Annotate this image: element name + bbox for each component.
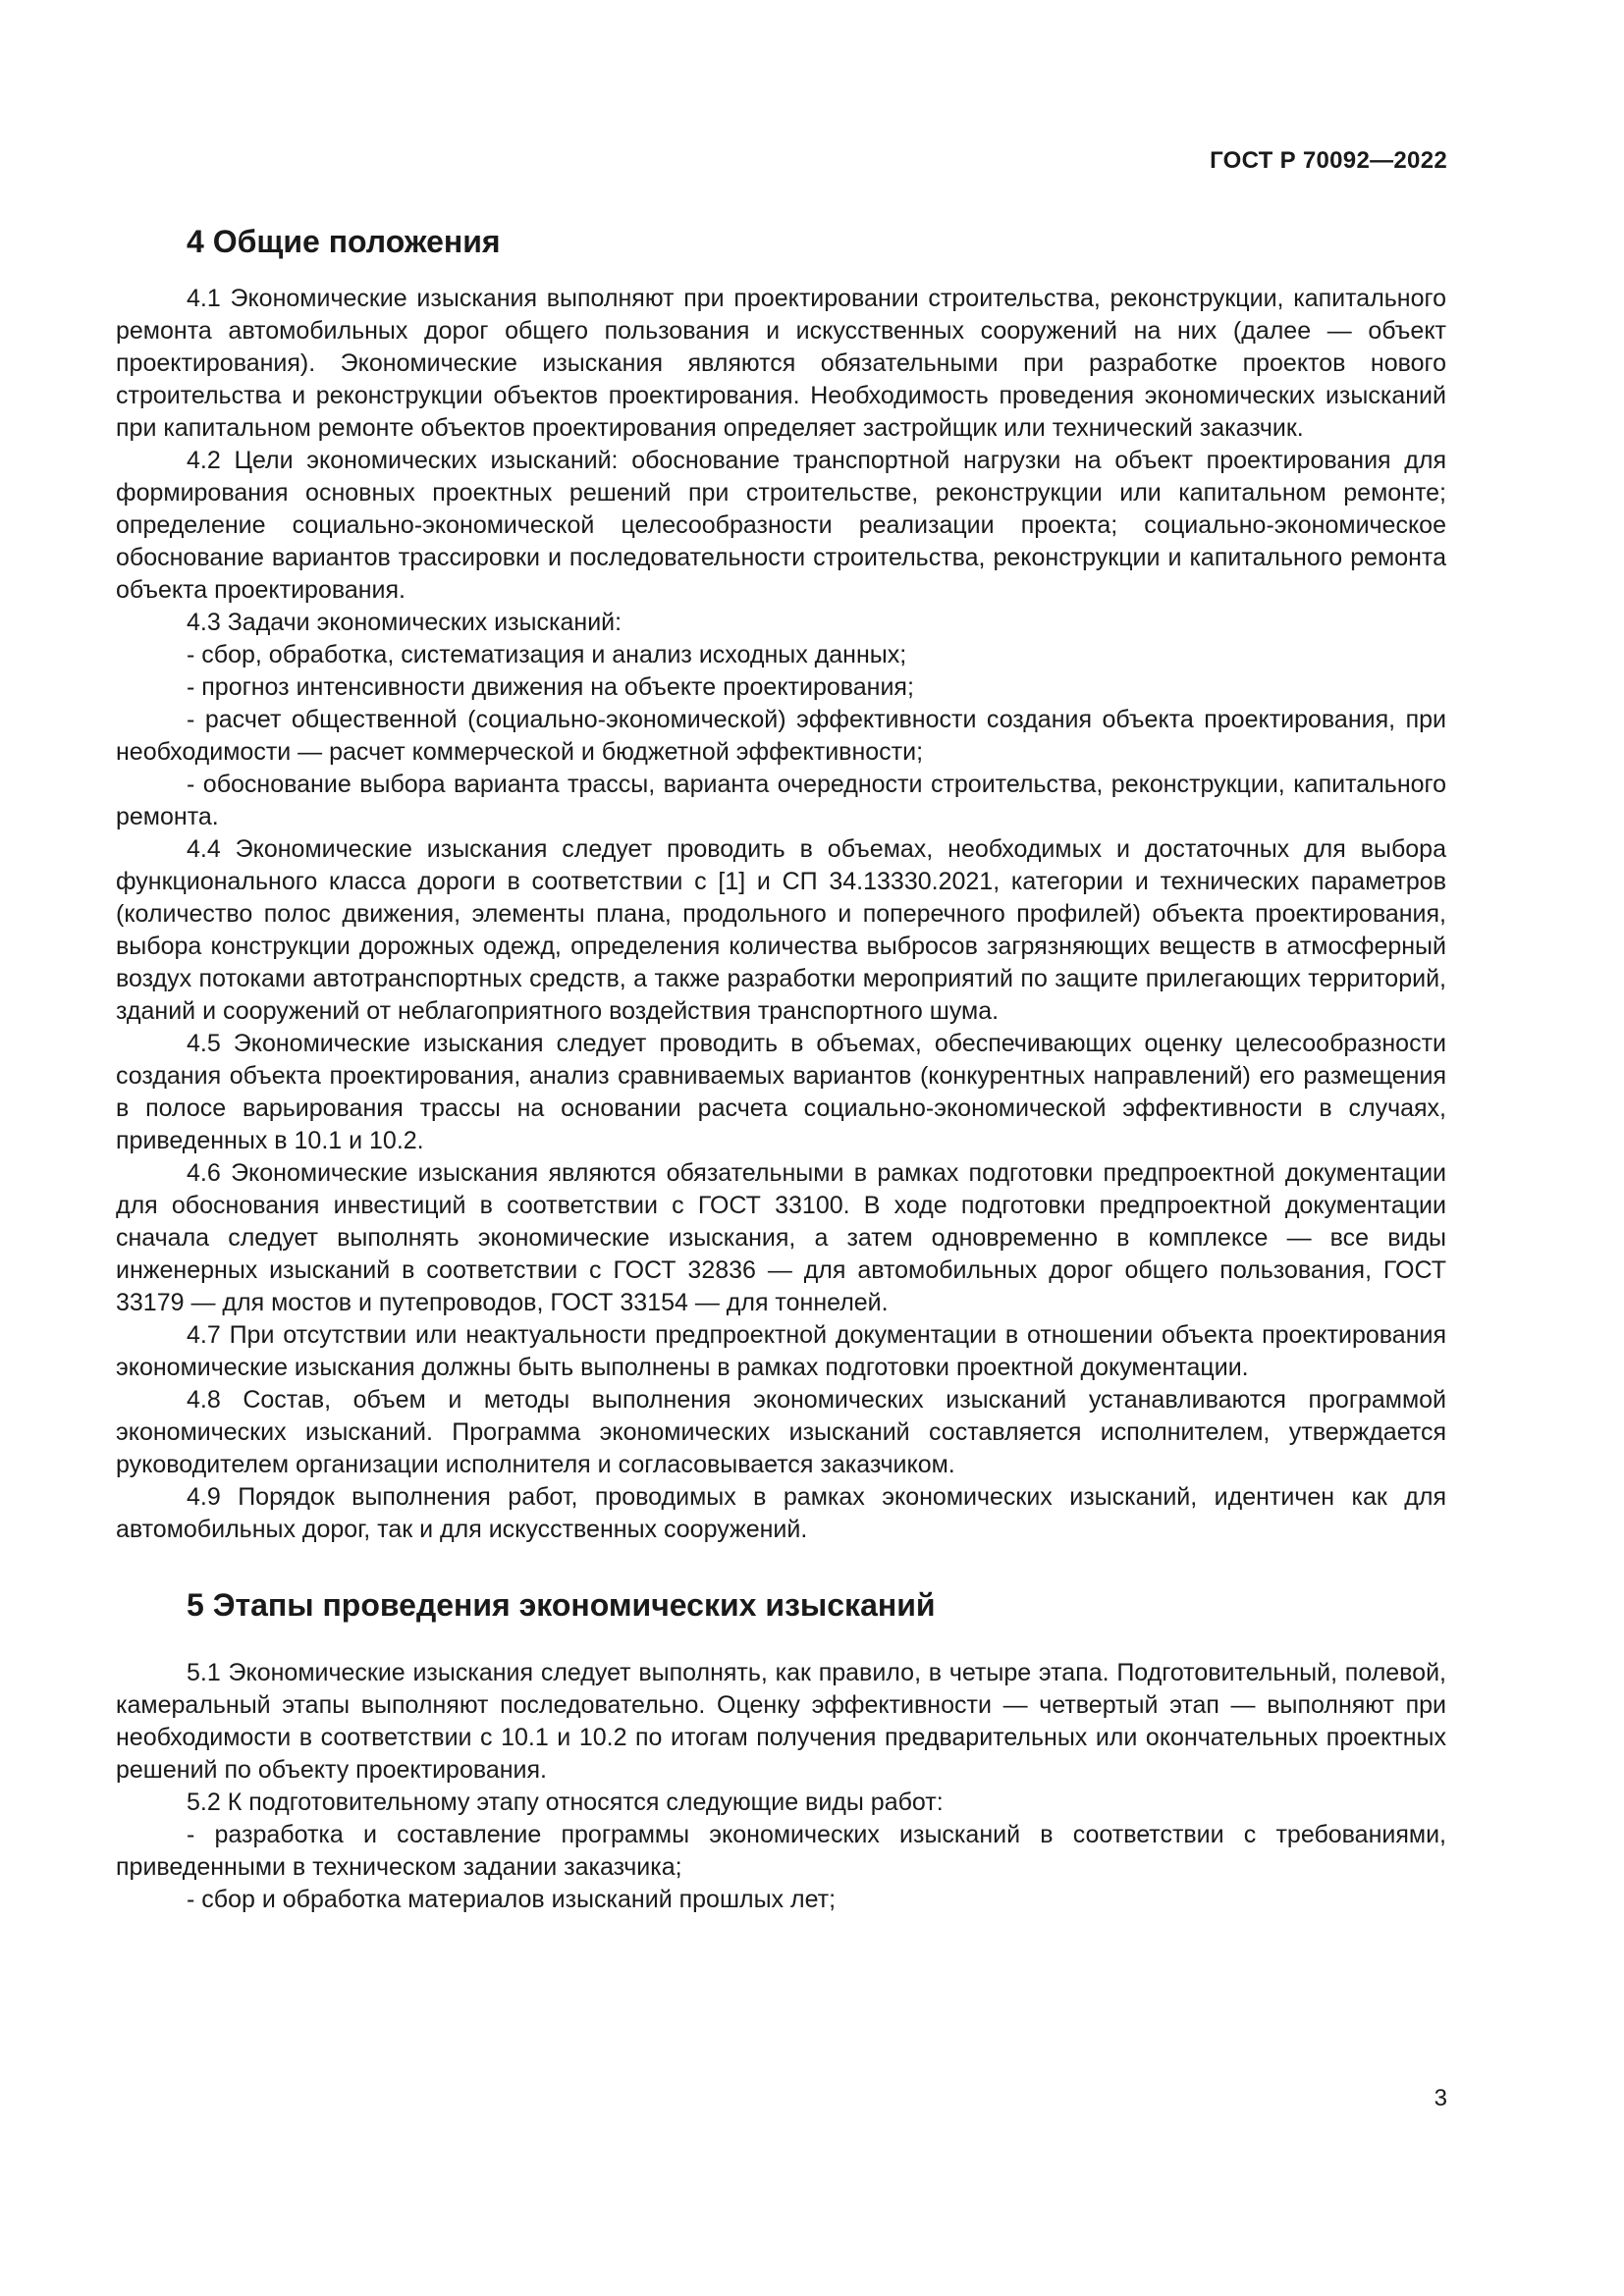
document-id: ГОСТ Р 70092—2022 [1210, 147, 1447, 174]
list-item: - сбор и обработка материалов изысканий прошлых лет; [187, 1886, 837, 1914]
paragraph-4-3: 4.3 Задачи экономических изысканий: [187, 608, 623, 636]
paragraph-4-7: 4.7 При отсутствии или неактуальности предпроектной документации в отношении объекта проектирования экономические изыскания должны быть выполнены в рамках подготовки проектной документации. [116, 1320, 1446, 1381]
list-item: - сбор, обработка, систематизация и анализ исходных данных; [187, 640, 907, 668]
paragraph-5-1: 5.1 Экономические изыскания следует выполнять, как правило, в четыре этапа. Подготовительный, полевой, камеральный этапы выполняют последовательно. Оценку эффективности — четвертый этап — выполняют при необходимости в соответствии с 10.1 и 10.2 по итогам получения предварительных или окончательных проектных решений по объекту проектирования. [116, 1659, 1446, 1785]
page-content [116, 222, 1446, 1916]
list-item: - прогноз интенсивности движения на объекте проектирования; [187, 672, 914, 701]
paragraph-4-8: 4.8 Состав, объем и методы выполнения экономических изысканий устанавливаются программой экономических изысканий. Программа экономических изысканий составляется исполнителем, утверждается руководителем организации исполнителя и согласовывается заказчиком. [116, 1385, 1446, 1478]
paragraph-5-2: 5.2 К подготовительному этапу относятся следующие виды работ: [187, 1789, 944, 1817]
section-4-title: 4 Общие положения [187, 224, 501, 259]
page-number: 3 [1434, 2085, 1447, 2111]
paragraph-4-4: 4.4 Экономические изыскания следует проводить в объемах, необходимых и достаточных для выбора функционального класса дороги в соответствии с [1] и СП 34.13330.2021, категории и технических параметров (количество полос движения, элементы плана, продольного и поперечного профилей) объекта проектирования, выбора конструкции дорожных одежд, определения количества выбросов загрязняющих веществ в атмосферный воздух потоками автотранспортных средств, а также разработки мероприятий по защите прилегающих территорий, зданий и сооружений от неблагоприятного воздействия транспортного шума. [116, 834, 1446, 1025]
paragraph-4-2: 4.2 Цели экономических изысканий: обоснование транспортной нагрузки на объект проектирования для формирования основных проектных решений при строительстве, реконструкции или капитальном ремонте; определение социально-экономической целесообразности реализации проекта; социально-экономическое обоснование вариантов трассировки и последовательности строительства, реконструкции и капитального ремонта объекта проектирования. [116, 446, 1446, 604]
paragraph-4-9: 4.9 Порядок выполнения работ, проводимых в рамках экономических изысканий, идентичен как для автомобильных дорог, так и для искусственных сооружений. [116, 1482, 1446, 1543]
paragraph-4-6: 4.6 Экономические изыскания являются обязательными в рамках подготовки предпроектной документации для обоснования инвестиций в соответствии с ГОСТ 33100. В ходе подготовки предпроектной документации сначала следует выполнять экономические изыскания, а затем одновременно в комплексе — все виды инженерных изысканий в соответствии с ГОСТ 32836 — для автомобильных дорог общего пользования, ГОСТ 33179 — для мостов и путепроводов, ГОСТ 33154 — для тоннелей. [116, 1158, 1446, 1316]
list-item: - обоснование выбора варианта трассы, варианта очередности строительства, реконструкции, капитального ремонта. [116, 770, 1446, 830]
paragraph-4-1: 4.1 Экономические изыскания выполняют при проектировании строительства, реконструкции, капитального ремонта автомобильных дорог общего пользования и искусственных сооружений на них (далее — объект проектирования). Экономические изыскания являются обязательными при разработке проектов нового строительства и реконструкции объектов проектирования. Необходимость проведения экономических изысканий при капитальном ремонте объектов проектирования определяет застройщик или технический заказчик. [116, 284, 1446, 442]
section-5-title: 5 Этапы проведения экономических изысканий [187, 1586, 936, 1623]
list-item: - разработка и составление программы экономических изысканий в соответствии с требованиями, приведенными в техническом задании заказчика; [116, 1821, 1446, 1882]
list-item: - расчет общественной (социально-экономической) эффективности создания объекта проектирования, при необходимости — расчет коммерческой и бюджетной эффективности; [116, 705, 1446, 766]
paragraph-4-5: 4.5 Экономические изыскания следует проводить в объемах, обеспечивающих оценку целесообразности создания объекта проектирования, анализ сравниваемых вариантов (конкурентных направлений) его размещения в полосе варьирования трассы на основании расчета социально-экономической эффективности в случаях, приведенных в 10.1 и 10.2. [116, 1029, 1446, 1154]
